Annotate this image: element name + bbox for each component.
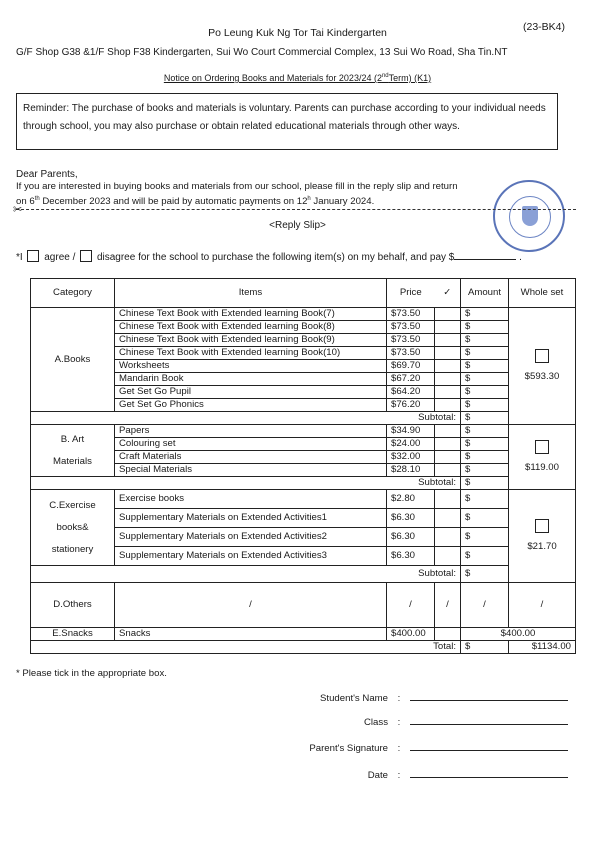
item-amount[interactable]: $	[461, 438, 509, 451]
letter-line-1: If you are interested in buying books and materials from our school, please fill in the reply slip and return	[16, 181, 458, 192]
item-amount[interactable]: $	[461, 509, 509, 528]
item-amount[interactable]: $	[461, 528, 509, 547]
item-tick-cell[interactable]	[435, 464, 461, 477]
item-name: Get Set Go Phonics	[115, 399, 387, 412]
item-amount[interactable]: $	[461, 373, 509, 386]
category-exercise-line3: stationery	[51, 543, 94, 555]
item-name: Chinese Text Book with Extended learning Book(8)	[115, 321, 387, 334]
subtotal-label: Subtotal:	[31, 412, 461, 425]
class-field[interactable]	[410, 723, 568, 725]
whole-set-art-price: $119.00	[525, 462, 559, 473]
notice-title-sup: nd	[381, 73, 389, 79]
item-price: $69.70	[387, 360, 435, 373]
item-tick-cell[interactable]	[435, 399, 461, 412]
letter-line-2-b: December 2023 and will be paid by automatic payments on 12	[39, 196, 308, 208]
category-art-line2: Materials	[53, 455, 92, 467]
signature-row-parent	[250, 743, 568, 754]
agree-suffix: .	[519, 252, 522, 263]
category-art	[31, 425, 115, 477]
table-row	[31, 583, 576, 628]
item-tick-cell[interactable]	[435, 451, 461, 464]
item-amount[interactable]: $	[461, 425, 509, 438]
item-price: $6.30	[387, 528, 435, 547]
letter-line-2-sup1: th	[34, 196, 40, 202]
item-tick-cell[interactable]	[435, 321, 461, 334]
item-tick-cell[interactable]	[435, 347, 461, 360]
letter-line-2	[16, 193, 546, 208]
subtotal-label: Subtotal:	[31, 566, 461, 583]
item-name: Exercise books	[115, 490, 387, 509]
cut-line	[16, 209, 576, 210]
salutation: Dear Parents,	[16, 169, 78, 180]
category-exercise	[31, 490, 115, 566]
item-name: Craft Materials	[115, 451, 387, 464]
category-exercise-line1: C.Exercise	[49, 499, 96, 511]
total-label: Total:	[31, 641, 461, 654]
whole-set-exercise-price: $21.70	[527, 541, 557, 552]
student-name-field[interactable]	[410, 699, 568, 701]
signature-colon: :	[397, 693, 401, 704]
header-tick: ✓	[435, 279, 461, 308]
item-tick-cell[interactable]	[435, 308, 461, 321]
letter-line-2-c: January 2024.	[310, 196, 375, 208]
item-name: Supplementary Materials on Extended Activities3	[115, 547, 387, 566]
item-tick-cell[interactable]	[435, 528, 461, 547]
item-name: Chinese Text Book with Extended learning Book(10)	[115, 347, 387, 360]
item-name: Get Set Go Pupil	[115, 386, 387, 399]
disagree-checkbox[interactable]	[80, 250, 92, 262]
item-tick-cell[interactable]	[435, 334, 461, 347]
whole-set-art-checkbox[interactable]	[535, 440, 549, 454]
reply-slip-title: <Reply Slip>	[269, 220, 326, 231]
subtotal-amount[interactable]: $	[461, 412, 509, 425]
letter-line-2-a: on 6	[16, 196, 35, 208]
whole-set-books	[509, 308, 576, 425]
item-name: Supplementary Materials on Extended Activities1	[115, 509, 387, 528]
notice-title-suffix: Term) (K1)	[388, 73, 432, 83]
table-row	[31, 308, 576, 321]
school-seal-stamp	[493, 180, 565, 252]
item-name: Chinese Text Book with Extended learning Book(7)	[115, 308, 387, 321]
item-price: $28.10	[387, 464, 435, 477]
item-name: Colouring set	[115, 438, 387, 451]
header-price: Price	[387, 279, 435, 308]
item-tick-cell: /	[435, 583, 461, 628]
total-currency: $	[461, 641, 509, 654]
item-price: $73.50	[387, 308, 435, 321]
item-tick-cell[interactable]	[435, 386, 461, 399]
item-price: $6.30	[387, 547, 435, 566]
notice-title	[0, 73, 595, 83]
item-tick-cell[interactable]	[435, 628, 461, 641]
letter-body	[16, 180, 546, 208]
item-name: Mandarin Book	[115, 373, 387, 386]
snacks-whole-set: $400.00	[461, 628, 576, 641]
signature-label: Student's Name	[320, 693, 388, 704]
header-whole-set: Whole set	[509, 279, 576, 308]
category-art-line1: B. Art	[60, 433, 85, 445]
item-price: $64.20	[387, 386, 435, 399]
whole-set-art	[509, 425, 576, 490]
order-table	[30, 278, 576, 654]
whole-set-books-checkbox[interactable]	[535, 349, 549, 363]
item-amount[interactable]: $	[461, 308, 509, 321]
date-field[interactable]	[410, 776, 568, 778]
item-tick-cell[interactable]	[435, 509, 461, 528]
item-tick-cell[interactable]	[435, 547, 461, 566]
total-amount: $1134.00	[509, 641, 576, 654]
signature-row-class	[250, 717, 568, 728]
item-name: Snacks	[115, 628, 387, 641]
item-amount[interactable]: $	[461, 399, 509, 412]
item-tick-cell[interactable]	[435, 438, 461, 451]
item-price: $73.50	[387, 347, 435, 360]
item-amount[interactable]: $	[461, 451, 509, 464]
item-tick-cell[interactable]	[435, 425, 461, 438]
scissors-icon: ✂	[13, 204, 23, 216]
signature-colon: :	[397, 743, 401, 754]
item-price: $73.50	[387, 334, 435, 347]
signature-label: Parent's Signature	[309, 743, 388, 754]
school-address: G/F Shop G38 &1/F Shop F38 Kindergarten, Sui Wo Court Commercial Complex, 13 Sui Wo Road, Sha Tin.NT	[16, 47, 508, 58]
category-snacks: E.Snacks	[31, 628, 115, 641]
item-amount[interactable]: $	[461, 547, 509, 566]
subtotal-row-books	[31, 412, 576, 425]
signature-colon: :	[397, 717, 401, 728]
notice-title-prefix: Notice on Ordering Books and Materials for 2023/24 (2	[163, 73, 382, 83]
item-price: $76.20	[387, 399, 435, 412]
subtotal-amount[interactable]: $	[461, 566, 509, 583]
item-price: $34.90	[387, 425, 435, 438]
form-code: (23-BK4)	[522, 21, 565, 33]
payment-amount-field[interactable]	[454, 259, 516, 260]
whole-set-exercise-checkbox[interactable]	[535, 519, 549, 533]
letter-line-2-sup2: h	[307, 196, 311, 202]
item-amount[interactable]: $	[461, 321, 509, 334]
category-others: D.Others	[31, 583, 115, 628]
item-price: $2.80	[387, 490, 435, 509]
agree-prefix: *I	[16, 252, 23, 263]
signature-colon: :	[397, 770, 401, 781]
item-amount: /	[461, 583, 509, 628]
signature-label: Date	[367, 770, 388, 781]
header-items: Items	[115, 279, 387, 308]
item-price: $24.00	[387, 438, 435, 451]
whole-set-books-price: $593.30	[524, 371, 560, 382]
signature-label: Class	[364, 717, 388, 728]
total-row	[31, 641, 576, 654]
parent-signature-field[interactable]	[410, 749, 568, 751]
table-row	[31, 628, 576, 641]
item-name: Papers	[115, 425, 387, 438]
table-header-row	[31, 279, 576, 308]
item-price: $32.00	[387, 451, 435, 464]
item-price: $400.00	[387, 628, 435, 641]
whole-set-others: /	[509, 583, 576, 628]
item-amount[interactable]: $	[461, 464, 509, 477]
subtotal-row-exercise	[31, 566, 576, 583]
school-name: Po Leung Kuk Ng Tor Tai Kindergarten	[208, 27, 387, 39]
item-name: Chinese Text Book with Extended learning Book(9)	[115, 334, 387, 347]
agree-checkbox[interactable]	[27, 250, 39, 262]
header-category: Category	[31, 279, 115, 308]
item-amount[interactable]: $	[461, 386, 509, 399]
item-name: /	[115, 583, 387, 628]
whole-set-exercise	[509, 490, 576, 583]
footnote: * Please tick in the appropriate box.	[16, 668, 167, 679]
item-price: /	[387, 583, 435, 628]
table-row	[31, 490, 576, 509]
item-name: Supplementary Materials on Extended Activities2	[115, 528, 387, 547]
agree-statement	[16, 250, 522, 263]
item-price: $67.20	[387, 373, 435, 386]
subtotal-row-art	[31, 477, 576, 490]
item-amount[interactable]: $	[461, 490, 509, 509]
category-exercise-line2: books&	[56, 521, 89, 533]
item-price: $73.50	[387, 321, 435, 334]
category-books: A.Books	[31, 308, 115, 412]
subtotal-amount[interactable]: $	[461, 477, 509, 490]
item-tick-cell[interactable]	[435, 490, 461, 509]
item-name: Special Materials	[115, 464, 387, 477]
reminder-box: Reminder: The purchase of books and materials is voluntary. Parents can purchase according to your individual needs through school, you may also purchase or obtain related educational materials through other ways.	[16, 93, 558, 150]
disagree-label: disagree for the school to purchase the following item(s) on my behalf, and pay $	[96, 252, 455, 263]
signature-row-date	[250, 770, 568, 781]
item-amount[interactable]: $	[461, 347, 509, 360]
item-amount[interactable]: $	[461, 334, 509, 347]
table-row	[31, 425, 576, 438]
signature-row-student	[250, 693, 568, 704]
item-tick-cell[interactable]	[435, 360, 461, 373]
item-name: Worksheets	[115, 360, 387, 373]
agree-label: agree /	[44, 252, 76, 263]
item-amount[interactable]: $	[461, 360, 509, 373]
subtotal-label: Subtotal:	[31, 477, 461, 490]
header-amount: Amount	[461, 279, 509, 308]
item-price: $6.30	[387, 509, 435, 528]
item-tick-cell[interactable]	[435, 373, 461, 386]
